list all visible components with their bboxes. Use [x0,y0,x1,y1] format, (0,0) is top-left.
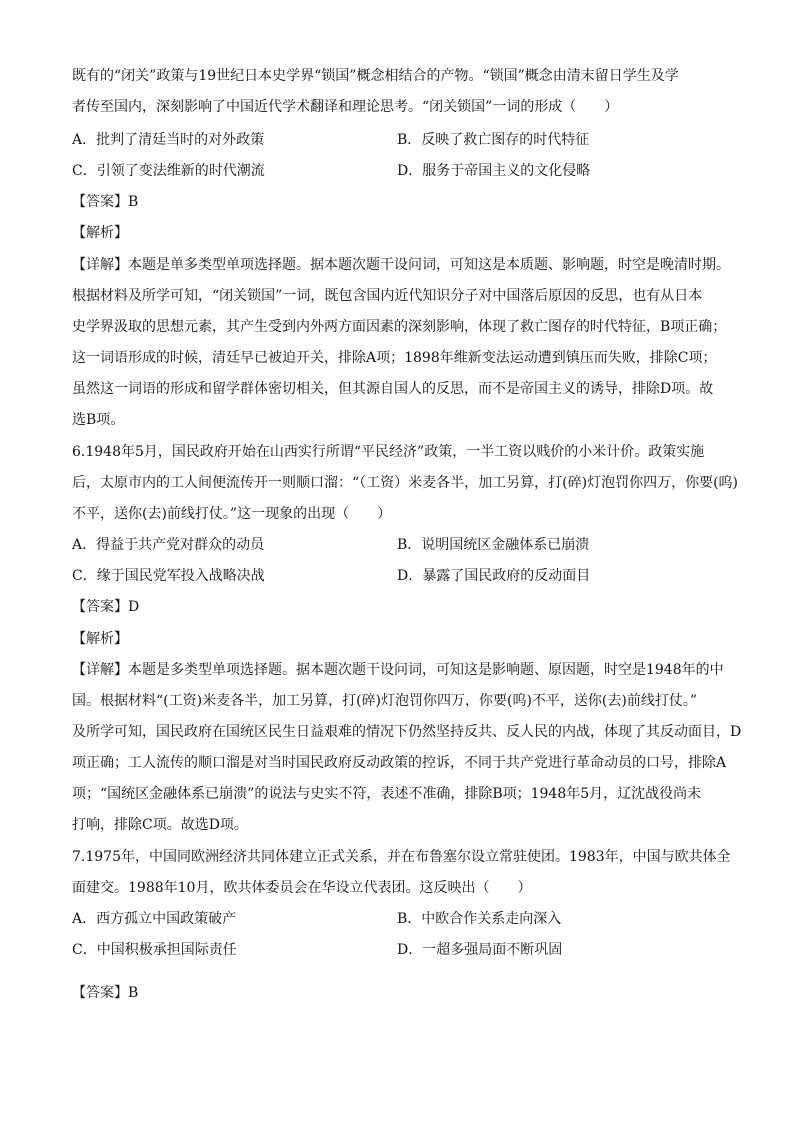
q5-detail-line-3: 史学界汲取的思想元素，其产生受到内外两方面因素的深刻影响，体现了救亡图存的时代特征，B项正确； [72,319,727,335]
answer-tag: 【答案】 [72,194,128,210]
answer-value: B [128,194,139,210]
q5-analysis-tag: 【解析】 [72,225,128,241]
q5-detail-line-2: 根据材料及所学可知，“闭关锁国”一词，既包含国内近代知识分子对中国落后原因的反思，也有从日本 [72,288,703,304]
q6-stem-line-3: 不平，送你(去)前线打仗。”这一现象的出现（ ） [72,506,392,522]
q5-option-b: B．反映了救亡图存的时代特征 [397,132,590,148]
answer-tag: 【答案】 [72,985,128,1001]
q6-option-d: D．暴露了国民政府的反动面目 [397,568,591,584]
q6-detail-line-2: 国。根据材料“(工资)米麦各半，加工另算，打(碎)灯泡罚你四万，你要(呜)不平，送你(去)前线打仗。” [72,693,698,709]
q7-stem-line-2: 面建交。1988年10月，欧共体委员会在华设立代表团。这反映出（ ） [72,880,532,896]
q5-detail-line-5: 虽然这一词语的形成和留学群体密切相关，但其源自国人的反思，而不是帝国主义的诱导，排除D项。故 [72,381,714,397]
answer-tag: 【答案】 [72,599,128,615]
q5-stem-line-2: 者传至国内，深刻影响了中国近代学术翻译和理论思考。“闭关锁国”一词的形成（ ） [72,99,619,115]
q6-option-c: C．缘于国民党军投入战略决战 [72,568,265,584]
q7-stem-line-1: 7.1975年，中国同欧洲经济共同体建立正式关系，并在布鲁塞尔设立常驻使团。1983年，中国与欧共体全 [72,849,731,865]
q6-answer [72,597,139,617]
q7-option-b: B．中欧合作关系走向深入 [397,911,562,927]
q7-option-a: A．西方孤立中国政策破产 [72,911,237,927]
q6-analysis-tag: 【解析】 [72,631,128,647]
q6-detail-line-6: 打响，排除C项。故选D项。 [72,817,248,833]
q6-detail-line-3: 及所学可知，国民政府在国统区民生日益艰难的情况下仍然坚持反共、反人民的内战，体现了其反动面目，D [72,724,742,740]
q5-stem-line-1: 既有的“闭关”政策与19世纪日本史学界“锁国”概念相结合的产物。“锁国”概念由清末留日学生及学 [72,68,679,84]
q7-answer [72,983,138,1003]
q6-option-b: B．说明国统区金融体系已崩溃 [397,537,590,553]
q5-detail-line-6: 选B项。 [72,412,125,428]
q5-option-d: D．服务于帝国主义的文化侵略 [397,163,591,179]
q7-option-d: D．一超多强局面不断巩固 [397,942,563,958]
q5-detail-line-1: 【详解】本题是单多类型单项选择题。据本题次题干设问词，可知这是本质题、影响题，时空是晚清时期。 [72,257,730,273]
q6-detail-line-1: 【详解】本题是多类型单项选择题。据本题次题干设问词，可知这是影响题、原因题，时空是1948年的中 [72,662,724,678]
q6-stem-line-2: 后，太原市内的工人间便流传开一则顺口溜：“（工资）米麦各半，加工另算，打(碎)灯泡罚你四万，你要(呜) [72,475,739,491]
q6-detail-line-5: 项；“国统区金融体系已崩溃”的说法与史实不符，表述不准确，排除B项；1948年5月，辽沈战役尚未 [72,786,702,802]
q6-detail-line-4: 项正确；工人流传的顺口溜是对当时国民政府反动政策的控诉，不同于共产党进行革命动员的口号，排除A [72,755,727,771]
q5-option-c: C．引领了变法维新的时代潮流 [72,163,265,179]
answer-value: D [128,599,140,615]
q6-stem-line-1: 6.1948年5月，国民政府开始在山西实行所谓“平民经济”政策，一半工资以贱价的小米计价。政策实施 [72,444,705,460]
q7-option-c: C．中国积极承担国际责任 [72,942,237,958]
q5-option-a: A．批判了清廷当时的对外政策 [72,132,265,148]
q5-answer [72,192,138,212]
q6-option-a: A．得益于共产党对群众的动员 [72,537,265,553]
q5-detail-line-4: 这一词语形成的时候，清廷早已被迫开关，排除A项；1898年维新变法运动遭到镇压而失败，排除C项； [72,350,717,366]
answer-value: B [128,985,139,1001]
